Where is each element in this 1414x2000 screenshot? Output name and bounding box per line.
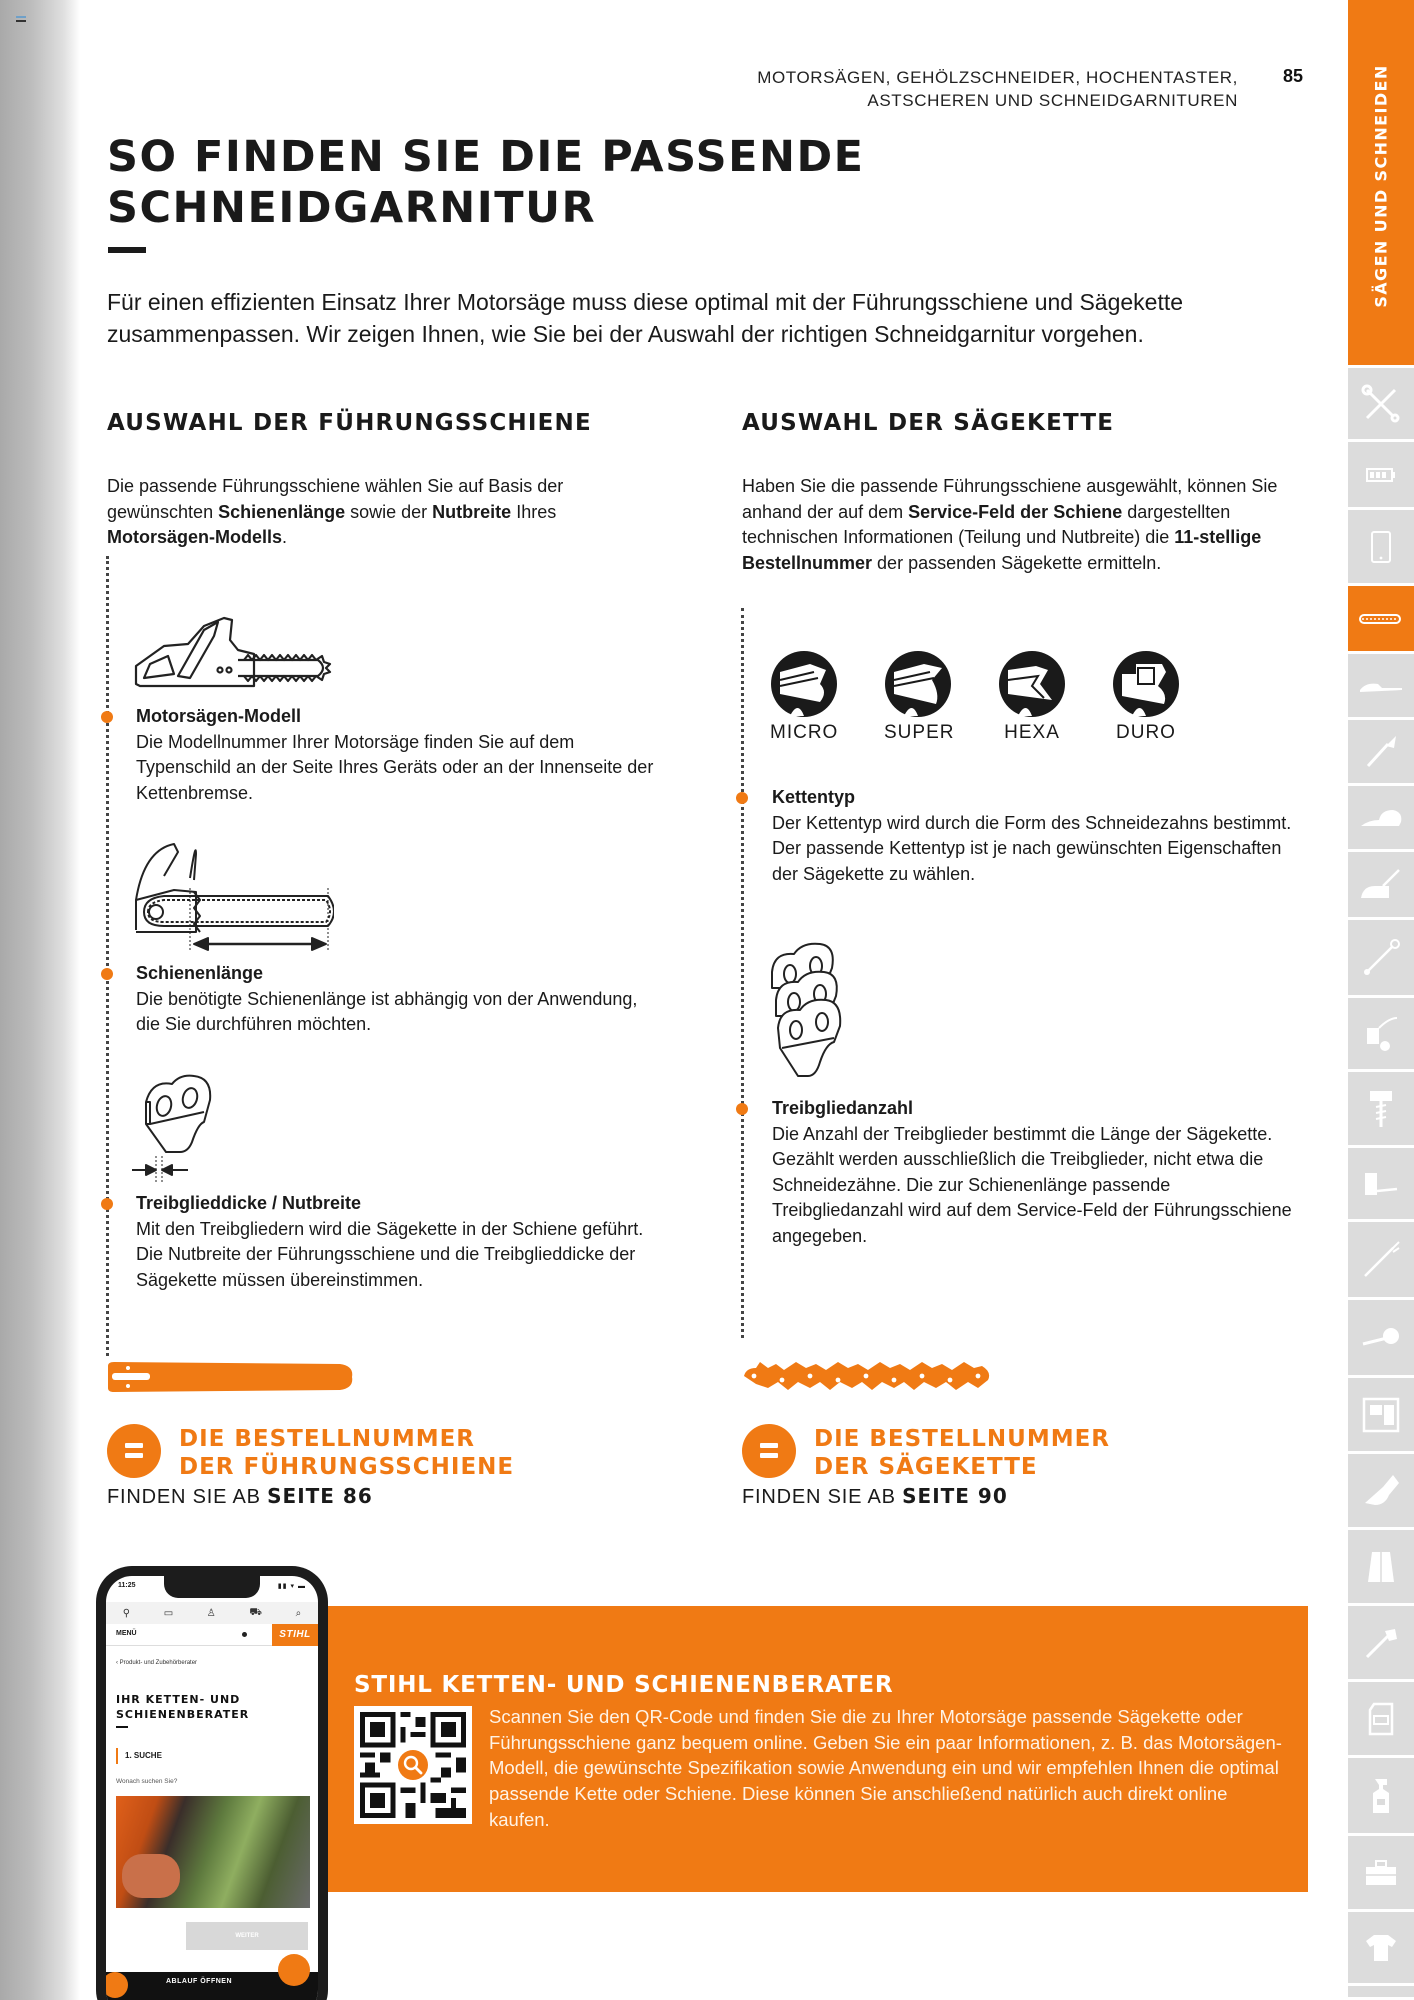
phone-heading [116,1692,249,1722]
chain-type-label: HEXA [1004,722,1060,743]
step-text: Die benötigte Schienenlänge ist abhängig von der Anwendung, die Sie durchführen möchten. [136,988,638,1034]
lead-text: Haben Sie die passende Führungsschiene ausgewählt, können Sie anhand der auf dem [742,476,1278,522]
step-chain-type [772,785,1312,887]
guide-bar-heading: AUSWAHL DER FÜHRUNGSSCHIENE [107,410,592,436]
page-reference[interactable] [107,1484,373,1509]
drive-links-stack-icon [768,942,848,1087]
callout-title [814,1425,1110,1481]
glove-shape [122,1854,180,1898]
section-running-header [757,66,1238,112]
cart-icon[interactable]: ⛟ [249,1606,262,1618]
saw-chain-lead [742,474,1322,576]
phone-footer [106,1972,318,2000]
page-number: 85 [1283,66,1304,86]
hexa-cutter-icon [998,650,1066,718]
rail-tab-accessories[interactable] [1348,1836,1414,1912]
rail-tab-fuel[interactable] [1348,1682,1414,1758]
step-title: Schienenlänge [136,963,264,983]
spray-bottle-icon [1369,1777,1393,1815]
timeline-bullet [101,968,113,980]
chain-type-label: DURO [1116,722,1176,743]
rail-tab-tillers[interactable] [1348,998,1414,1072]
step-bar-length [136,961,656,1038]
phone-notch [164,1576,260,1598]
saw-chain-heading: AUSWAHL DER SÄGEKETTE [742,410,1115,436]
tools-icon [1361,384,1401,424]
timeline-bullet [736,1103,748,1115]
title-underline [108,247,146,253]
phone-breadcrumb[interactable]: ‹ Produkt- und Zubehörberater [116,1660,198,1666]
lead-bold: 11-stellige Bestellnummer [742,527,1262,573]
phone-mockup [96,1566,328,2000]
sprayer-icon [1361,1169,1401,1199]
phone-heading-rule [116,1726,128,1728]
trimmer-icon [1364,734,1398,770]
tablet-icon [1371,531,1391,563]
timeline-bullet [101,1198,113,1210]
right-timeline-line [741,608,744,1338]
qr-code[interactable] [354,1706,472,1824]
page-ref-link[interactable]: SEITE 90 [902,1484,1008,1508]
pole-pruner-icon [1361,1240,1401,1280]
phone-fab-left[interactable] [106,1972,128,1998]
step-drive-link-count [772,1096,1302,1249]
lead-bold: Service-Feld der Schiene [908,501,1123,522]
callout-title-line-1: DIE BESTELLNUMMER [179,1426,476,1452]
step-text: Die Modellnummer Ihrer Motorsäge finden Sie auf dem Typenschild an der Seite Ihres Geräts oder an der Innenseite der Kettenbremse. [136,731,654,803]
phone-question: Wonach suchen Sie? [116,1778,178,1785]
rail-tab-brushcutters[interactable] [1348,920,1414,998]
phone-photo [116,1796,310,1908]
guide-bar-section [107,410,667,551]
rail-tab-tablet[interactable] [1348,510,1414,586]
lead-bold: Motorsägen-Modells [107,527,283,547]
chain-type-super [884,650,955,744]
tiller-icon [1361,1014,1401,1054]
chain-type-list [770,650,1180,744]
lawn-mower-icon [1359,868,1403,902]
page-title-line-2: SCHNEIDGARNITUR [107,183,597,233]
saw-chain-section [742,410,1322,576]
chain-type-label: SUPER [884,722,955,743]
lead-text: sowie der [345,501,433,522]
step-title: Kettentyp [772,787,856,807]
rail-tab-sprayers[interactable] [1348,1148,1414,1222]
intro-paragraph [107,286,1327,350]
chain-bar-advisor-promo [318,1606,1308,1892]
lead-bold: Schienenlänge [218,501,346,522]
rail-tab-generators[interactable] [1348,1378,1414,1454]
rail-tab-pole-pruners[interactable] [1348,1222,1414,1300]
phone-time: 11:25 [118,1582,136,1589]
rail-tab-augers[interactable] [1348,1072,1414,1148]
rail-tab-protective-clothing[interactable] [1348,1530,1414,1606]
rail-tab-apparel[interactable] [1348,1912,1414,1986]
lead-text: Ihres [511,501,557,522]
callout-title-line-1: DIE BESTELLNUMMER [814,1426,1111,1452]
lead-text: der passenden Sägekette ermitteln. [872,552,1162,573]
blower-icon [1359,806,1403,830]
user-icon[interactable]: ♙ [206,1607,216,1619]
page-ref-link[interactable]: SEITE 86 [267,1484,373,1508]
page-ref-prefix: FINDEN SIE AB [107,1486,268,1508]
guide-bar-silhouette [104,1360,354,1399]
rail-tab-trimmers[interactable] [1348,720,1414,786]
rail-tab-tools[interactable] [1348,368,1414,442]
micro-cutter-icon [770,650,838,718]
step-text: Mit den Treibgliedern wird die Sägekette in der Schiene geführt. Die Nutbreite der Führungsschiene und die Treibglieddicke der Sägekette müssen übereinstimmen. [136,1218,644,1290]
toolbox-icon [1364,1859,1398,1887]
chat-icon[interactable] [278,1954,310,1986]
cut-off-saw-icon [1361,1473,1401,1509]
chain-type-duro [1112,650,1180,744]
left-timeline-line [106,556,109,1356]
axe-icon [1363,1625,1399,1661]
menu-icon[interactable] [16,16,26,24]
rail-tab-axes[interactable] [1348,1606,1414,1682]
saw-chain-silhouette [742,1358,992,1399]
step-title: Treibgliedanzahl [772,1098,914,1118]
rail-tab-chainsaws[interactable] [1348,586,1414,654]
rail-tab-care-products[interactable] [1348,1758,1414,1836]
location-icon[interactable]: ⚲ [122,1607,131,1619]
phone-heading-line-1: IHR KETTEN- UND [116,1693,241,1706]
category-rail [1348,0,1414,2000]
fuel-can-icon [1366,1702,1396,1736]
search-icon[interactable]: ⌕ [295,1607,302,1619]
page-reference[interactable] [742,1484,1008,1509]
leaf-blower-icon [1361,1326,1401,1350]
drive-link-gauge-icon [132,1072,222,1189]
chain-type-hexa [998,650,1066,744]
step-chainsaw-model [136,704,656,806]
step-drive-link-gauge [136,1191,666,1293]
intro-line-2: zusammenpassen. Wir zeigen Ihnen, wie Sie bei der Auswahl der richtigen Schneidgarnitur vorgehen. [107,321,1144,347]
rail-section-title [1348,0,1414,365]
rail-section-title-text: SÄGEN UND SCHNEIDEN [1371,64,1391,308]
callout-title-line-2: DER SÄGEKETTE [814,1454,1038,1480]
step-text: Der Kettentyp wird durch die Form des Schneidezahns bestimmt. Der passende Kettentyp ist je nach gewünschten Eigenschaften der Sägekette zu wählen. [772,812,1292,884]
rail-tab-blank[interactable] [1348,1986,1414,2000]
bar-length-icon [134,840,334,960]
chainsaw-bar-icon [1358,612,1404,626]
step-title: Motorsägen-Modell [136,706,301,726]
jacket-icon [1366,1550,1396,1584]
lead-bold: Nutbreite [432,501,512,522]
equals-icon [107,1424,161,1478]
super-cutter-icon [884,650,952,718]
phone-step-label: 1. SUCHE [116,1748,162,1764]
rail-tab-cut-off-saws[interactable] [1348,1454,1414,1530]
chainsaw-icon [134,616,338,695]
brushcutter-icon [1361,938,1401,978]
phone-icon-bar [106,1602,318,1624]
intro-line-1: Für einen effizienten Einsatz Ihrer Motorsäge muss diese optimal mit der Führungsschiene und Sägekette [107,289,1184,315]
phone-status-icons: ▮▮ ▾ ▬ [277,1583,306,1590]
rail-tab-lawn-mowers[interactable] [1348,852,1414,920]
running-header-line-2: ASTSCHEREN UND SCHNEIDGARNITUREN [867,91,1238,110]
callout-title [179,1425,514,1481]
chain-type-label: MICRO [770,722,839,743]
page-title [107,132,865,234]
lead-text: dargestellten technischen Informationen (Teilung und Nutbreite) die [742,501,1231,547]
battery-icon [1366,467,1396,483]
phone-menu-button[interactable]: MENÜ [116,1630,137,1637]
guide-bar-lead [107,474,667,551]
menu-dot [242,1632,247,1637]
auger-icon [1366,1089,1396,1129]
phone-next-button[interactable]: WEITER [186,1922,308,1950]
duro-cutter-icon [1112,650,1180,718]
phone-menu-bar [106,1624,318,1646]
card-icon[interactable]: ▭ [163,1607,174,1619]
equals-icon [742,1424,796,1478]
step-title: Treibglieddicke / Nutbreite [136,1193,362,1213]
rail-tab-hedge-trimmers[interactable] [1348,654,1414,720]
page-title-line-1: SO FINDEN SIE DIE PASSENDE [107,132,865,182]
running-header-line-1: MOTORSÄGEN, GEHÖLZSCHNEIDER, HOCHENTASTER, [757,68,1238,87]
lead-text: Die passende Führungsschiene wählen Sie auf Basis der gewünschten [107,476,564,522]
phone-screen [106,1576,318,2000]
rail-tab-battery[interactable] [1348,442,1414,510]
callout-title-line-2: DER FÜHRUNGSSCHIENE [179,1454,515,1480]
promo-text: Scannen Sie den QR-Code und finden Sie die zu Ihrer Motorsäge passende Sägekette oder Führungsschiene ganz bequem online. Geben Sie ein paar Informationen, z. B. das Motorsägen-Modell, die gewünschte Spezifikation sowie Anwendung ein und wir empfehlen Ihnen die optimal passende Kette oder Schiene. Diese können Sie anschließend natürlich auch direkt online kaufen. [489,1706,1282,1830]
lead-text: . [282,527,288,547]
page-ref-prefix: FINDEN SIE AB [742,1486,903,1508]
phone-heading-line-2: SCHIENENBERATER [116,1708,250,1721]
step-text: Die Anzahl der Treibglieder bestimmt die Länge der Sägekette. Gezählt werden ausschließlich die Treibglieder, nicht etwa die Schneidezähne. Die zur Schienenlänge passende Treibgliedanzahl wird auf dem Service-Feld der Führungsschiene angegeben. [772,1123,1292,1246]
rail-tab-blowers[interactable] [1348,786,1414,852]
generator-icon [1362,1397,1400,1433]
timeline-bullet [101,711,113,723]
rail-tab-leaf-blowers[interactable] [1348,1300,1414,1378]
hedge-trimmer-icon [1358,678,1404,694]
promo-title: STIHL KETTEN- UND SCHIENENBERATER [354,1672,894,1698]
stihl-logo[interactable]: STIHL [272,1624,318,1646]
chain-type-micro [770,650,838,744]
tshirt-icon [1364,1933,1398,1963]
page-spine-shadow [0,0,80,2000]
magnifier-icon [398,1750,428,1780]
timeline-bullet [736,792,748,804]
phone-footer-label[interactable]: ABLAUF ÖFFNEN [166,1978,232,1985]
